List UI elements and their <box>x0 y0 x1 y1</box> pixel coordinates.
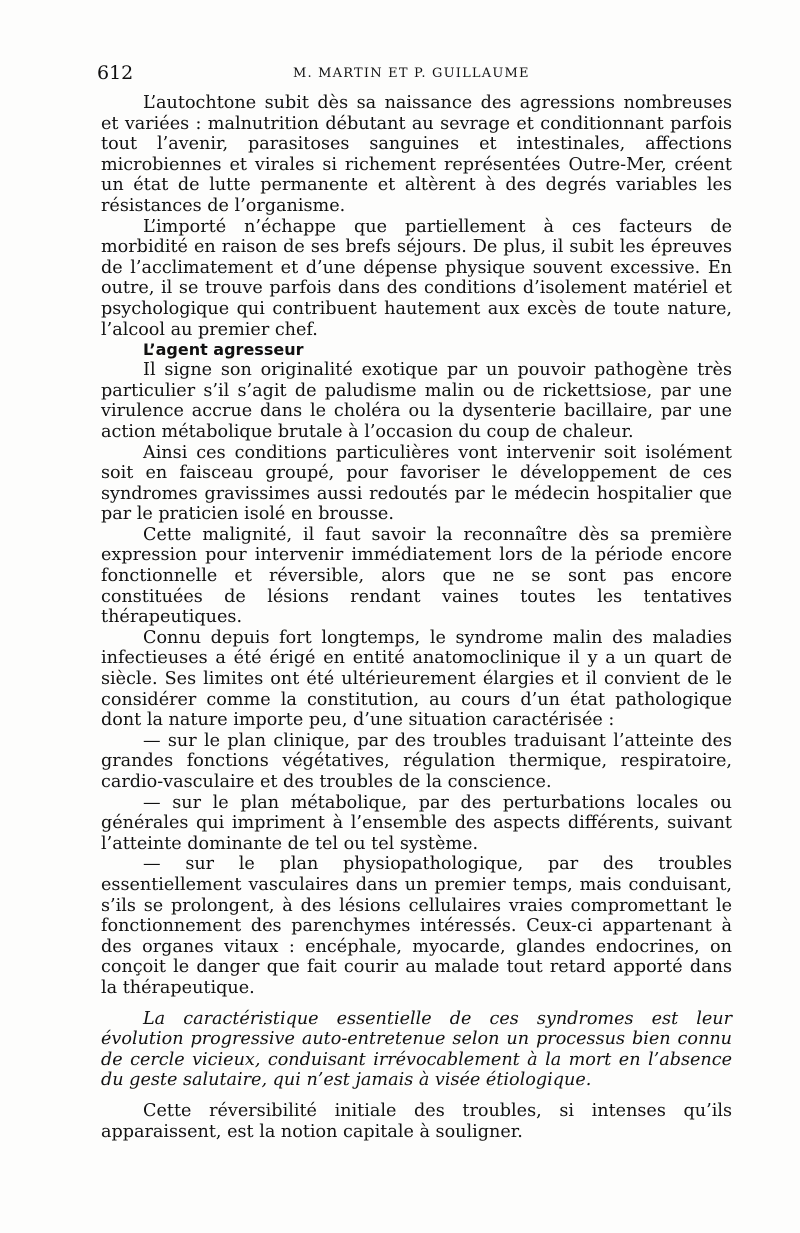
italic-paragraph: La caractéristique essentielle de ces syndromes est leur évolution progressive auto-entretenue selon un processus bien connu de cercle vicieux, conduisant irrévocablement à la mort en l’absence du geste salutaire, qui n’est jamais à visée étiologique. <box>101 1008 732 1091</box>
paragraph-importe: L’importé n’échappe que partiellement à ces facteurs de morbidité en raison de ses brefs séjours. De plus, il subit les épreuves de l’acclimatement et d’une dépense physique souvent excessive. En outre, il se trouve parfois dans des conditions d’isolement matériel et psychologique qui contribuent hautement aux excès de toute nature, l’alcool au premier chef. <box>101 216 732 340</box>
paragraph-originalite: Il signe son originalité exotique par un pouvoir pathogène très particulier s’il s’agit de paludisme malin ou de rickettsiose, par une virulence accrue dans le choléra ou la dysenterie bacillaire, par une action métabolique brutale à l’occasion du coup de chaleur. <box>101 360 732 442</box>
paragraph-malignite: Cette malignité, il faut savoir la reconnaître dès sa première expression pour intervenir immédiatement lors de la période encore fonctionnelle et réversible, alors que ne se sont pas encore constituées de lésions rendant vaines toutes les tentatives thérapeutiques. <box>101 524 732 628</box>
page-header <box>97 62 737 86</box>
running-head: M. MARTIN ET P. GUILLAUME <box>293 66 530 81</box>
list-item-physiopathologique: — sur le plan physiopathologique, par des troubles essentiellement vasculaires dans un premier temps, mais conduisant, s’ils se prolongent, à des lésions cellulaires vraies compromettant le fonctionnement des parenchymes intéressés. Ceux-ci appartenant à des organes vitaux : encéphale, myocarde, glandes endocrines, on conçoit le danger que fait courir au malade tout retard apporté dans la thérapeutique. <box>101 854 732 998</box>
section-heading: L’agent agresseur <box>143 340 304 360</box>
list-item-metabolique: — sur le plan métabolique, par des perturbations locales ou générales qui impriment à l’ensemble des aspects différents, suivant l’atteinte dominante de tel ou tel système. <box>101 792 732 854</box>
page-number: 612 <box>97 62 134 84</box>
paragraph-syndrome-malin: Connu depuis fort longtemps, le syndrome malin des maladies infectieuses a été érigé en entité anatomoclinique il y a un quart de siècle. Ses limites ont été ultérieurement élargies et il convient de le considérer comme la constitution, au cours d’un état pathologique dont la nature importe peu, d’une situation caractérisée : <box>101 627 732 731</box>
list-item-clinique: — sur le plan clinique, par des troubles traduisant l’atteinte des grandes fonctions végétatives, régulation thermique, respiratoire, cardio-vasculaire et des troubles de la conscience. <box>101 730 732 792</box>
closing-paragraph: Cette réversibilité initiale des troubles, si intenses qu’ils apparaissent, est la notion capitale à souligner. <box>101 1100 732 1142</box>
paragraph-conditions: Ainsi ces conditions particulières vont intervenir soit isolément soit en faisceau groupé, pour favoriser le développement de ces syndromes gravissimes aussi redoutés par le médecin hospitalier que par le praticien isolé en brousse. <box>101 442 732 525</box>
page-body <box>101 93 732 1142</box>
paragraph-autochtone: L’autochtone subit dès sa naissance des agressions nombreuses et variées : malnutrition débutant au sevrage et conditionnant parfois tout l’avenir, parasitoses sanguines et intestinales, affections microbiennes et virales si richement représentées Outre-Mer, créent un état de lutte permanente et altèrent à des degrés variables les résistances de l’organisme. <box>101 93 732 216</box>
